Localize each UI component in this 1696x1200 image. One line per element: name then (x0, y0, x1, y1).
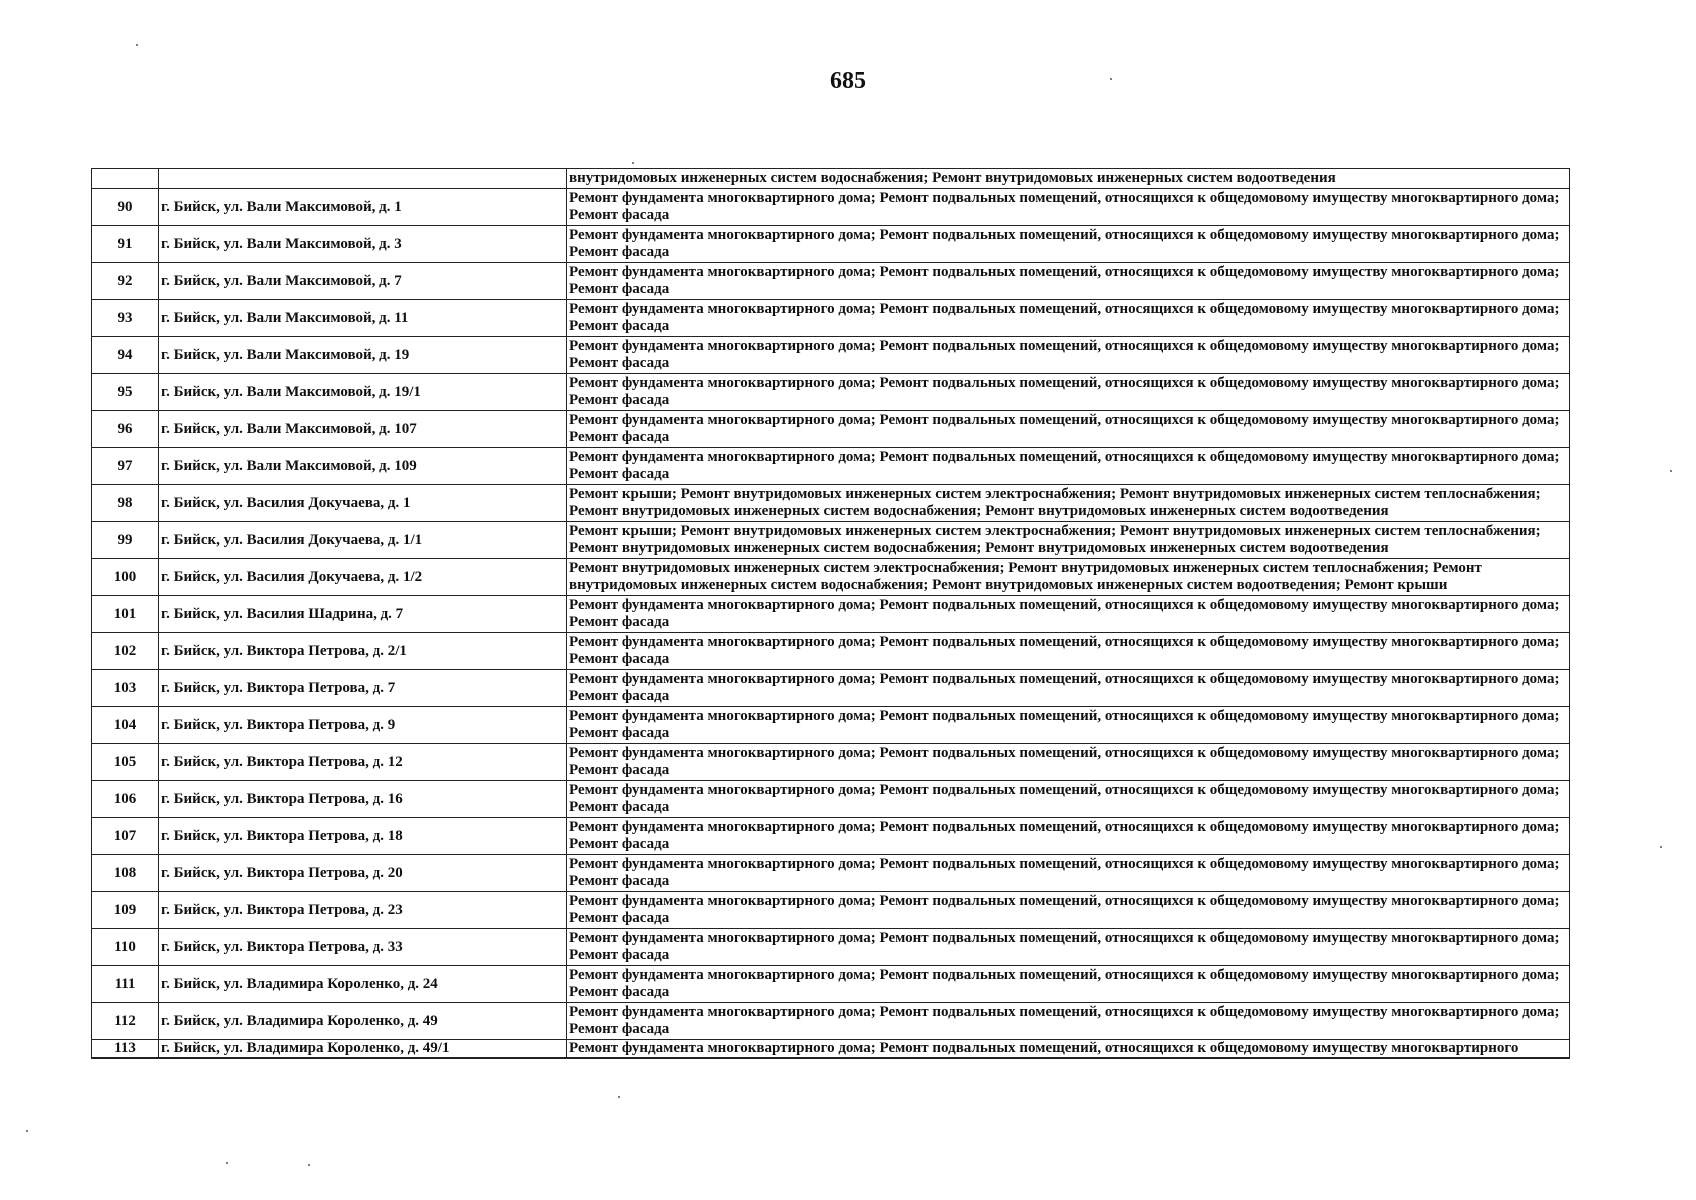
page-number: 685 (830, 68, 866, 94)
row-works: Ремонт фундамента многоквартирного дома; Ремонт подвальных помещений, относящихся к общедомовому имуществу многоквартирного (567, 1040, 1570, 1059)
row-number: 113 (92, 1040, 159, 1059)
row-address: г. Бийск, ул. Владимира Короленко, д. 49 (159, 1003, 567, 1040)
row-works: Ремонт фундамента многоквартирного дома; Ремонт подвальных помещений, относящихся к общедомовому имуществу многоквартирного дома; Ремонт фасада (567, 596, 1570, 633)
row-works: Ремонт фундамента многоквартирного дома; Ремонт подвальных помещений, относящихся к общедомовому имуществу многоквартирного дома; Ремонт фасада (567, 411, 1570, 448)
row-number: 94 (92, 337, 159, 374)
row-works: Ремонт фундамента многоквартирного дома; Ремонт подвальных помещений, относящихся к общедомовому имуществу многоквартирного дома; Ремонт фасада (567, 1003, 1570, 1040)
table-row (92, 707, 1570, 744)
row-address: г. Бийск, ул. Владимира Короленко, д. 49/1 (159, 1040, 567, 1059)
row-number: 102 (92, 633, 159, 670)
table-row (92, 559, 1570, 596)
row-number: 95 (92, 374, 159, 411)
row-works: Ремонт внутридомовых инженерных систем электроснабжения; Ремонт внутридомовых инженерных систем теплоснабжения; Ремонт внутридомовых инженерных систем водоснабжения; Ремонт внутридомовых инженерных систем водоотведения; Ремонт крыши (567, 559, 1570, 596)
table-row (92, 781, 1570, 818)
table-row (92, 226, 1570, 263)
row-works: Ремонт фундамента многоквартирного дома; Ремонт подвальных помещений, относящихся к общедомовому имуществу многоквартирного дома; Ремонт фасада (567, 744, 1570, 781)
scan-speck (1110, 78, 1112, 80)
row-works: Ремонт фундамента многоквартирного дома; Ремонт подвальных помещений, относящихся к общедомовому имуществу многоквартирного дома; Ремонт фасада (567, 855, 1570, 892)
row-works: Ремонт фундамента многоквартирного дома; Ремонт подвальных помещений, относящихся к общедомовому имуществу многоквартирного дома; Ремонт фасада (567, 966, 1570, 1003)
row-works: Ремонт фундамента многоквартирного дома; Ремонт подвальных помещений, относящихся к общедомовому имуществу многоквартирного дома; Ремонт фасада (567, 189, 1570, 226)
row-works: Ремонт фундамента многоквартирного дома; Ремонт подвальных помещений, относящихся к общедомовому имуществу многоквартирного дома; Ремонт фасада (567, 929, 1570, 966)
row-number: 110 (92, 929, 159, 966)
row-address: г. Бийск, ул. Вали Максимовой, д. 7 (159, 263, 567, 300)
row-number: 108 (92, 855, 159, 892)
table-row (92, 1040, 1570, 1059)
row-number: 99 (92, 522, 159, 559)
row-number: 105 (92, 744, 159, 781)
row-address: г. Бийск, ул. Виктора Петрова, д. 9 (159, 707, 567, 744)
row-number: 100 (92, 559, 159, 596)
table-row (92, 818, 1570, 855)
scan-speck (1670, 470, 1672, 472)
table-row (92, 300, 1570, 337)
row-address: г. Бийск, ул. Виктора Петрова, д. 23 (159, 892, 567, 929)
scan-speck (632, 162, 634, 164)
row-number: 106 (92, 781, 159, 818)
table-row (92, 855, 1570, 892)
row-works: Ремонт крыши; Ремонт внутридомовых инженерных систем электроснабжения; Ремонт внутридомовых инженерных систем теплоснабжения; Ремонт внутридомовых инженерных систем водоснабжения; Ремонт внутридомовых инженерных систем водоотведения (567, 485, 1570, 522)
row-address: г. Бийск, ул. Виктора Петрова, д. 18 (159, 818, 567, 855)
table-row (92, 189, 1570, 226)
table-row (92, 485, 1570, 522)
registry-table (91, 168, 1570, 1059)
table-row (92, 337, 1570, 374)
continuation-row (92, 169, 1570, 189)
row-address: г. Бийск, ул. Вали Максимовой, д. 109 (159, 448, 567, 485)
registry-table-body (92, 169, 1570, 1059)
scan-speck (26, 1130, 28, 1132)
scan-speck (226, 1162, 228, 1164)
row-address: г. Бийск, ул. Василия Докучаева, д. 1/1 (159, 522, 567, 559)
row-number: 111 (92, 966, 159, 1003)
row-number: 104 (92, 707, 159, 744)
row-address: г. Бийск, ул. Василия Докучаева, д. 1 (159, 485, 567, 522)
row-address: г. Бийск, ул. Вали Максимовой, д. 19 (159, 337, 567, 374)
scan-speck (136, 44, 138, 46)
row-address: г. Бийск, ул. Виктора Петрова, д. 12 (159, 744, 567, 781)
row-number: 96 (92, 411, 159, 448)
row-works: Ремонт фундамента многоквартирного дома; Ремонт подвальных помещений, относящихся к общедомовому имуществу многоквартирного дома; Ремонт фасада (567, 374, 1570, 411)
row-address: г. Бийск, ул. Вали Максимовой, д. 1 (159, 189, 567, 226)
row-works: Ремонт фундамента многоквартирного дома; Ремонт подвальных помещений, относящихся к общедомовому имуществу многоквартирного дома; Ремонт фасада (567, 892, 1570, 929)
row-number: 98 (92, 485, 159, 522)
row-number: 112 (92, 1003, 159, 1040)
row-number: 93 (92, 300, 159, 337)
row-number (92, 169, 159, 189)
row-works: Ремонт фундамента многоквартирного дома; Ремонт подвальных помещений, относящихся к общедомовому имуществу многоквартирного дома; Ремонт фасада (567, 670, 1570, 707)
table-row (92, 670, 1570, 707)
scan-speck (618, 1096, 620, 1098)
table-row (92, 522, 1570, 559)
row-works: Ремонт фундамента многоквартирного дома; Ремонт подвальных помещений, относящихся к общедомовому имуществу многоквартирного дома; Ремонт фасада (567, 818, 1570, 855)
row-address: г. Бийск, ул. Вали Максимовой, д. 107 (159, 411, 567, 448)
row-address: г. Бийск, ул. Виктора Петрова, д. 33 (159, 929, 567, 966)
row-works: внутридомовых инженерных систем водоснабжения; Ремонт внутридомовых инженерных систем водоотведения (567, 169, 1570, 189)
row-number: 101 (92, 596, 159, 633)
row-address: г. Бийск, ул. Виктора Петрова, д. 16 (159, 781, 567, 818)
row-works: Ремонт крыши; Ремонт внутридомовых инженерных систем электроснабжения; Ремонт внутридомовых инженерных систем теплоснабжения; Ремонт внутридомовых инженерных систем водоснабжения; Ремонт внутридомовых инженерных систем водоотведения (567, 522, 1570, 559)
row-works: Ремонт фундамента многоквартирного дома; Ремонт подвальных помещений, относящихся к общедомовому имуществу многоквартирного дома; Ремонт фасада (567, 707, 1570, 744)
row-address: г. Бийск, ул. Вали Максимовой, д. 19/1 (159, 374, 567, 411)
row-works: Ремонт фундамента многоквартирного дома; Ремонт подвальных помещений, относящихся к общедомовому имуществу многоквартирного дома; Ремонт фасада (567, 300, 1570, 337)
row-address: г. Бийск, ул. Василия Докучаева, д. 1/2 (159, 559, 567, 596)
row-address: г. Бийск, ул. Виктора Петрова, д. 2/1 (159, 633, 567, 670)
row-number: 107 (92, 818, 159, 855)
row-address: г. Бийск, ул. Вали Максимовой, д. 11 (159, 300, 567, 337)
table-row (92, 633, 1570, 670)
table-row (92, 448, 1570, 485)
row-works: Ремонт фундамента многоквартирного дома; Ремонт подвальных помещений, относящихся к общедомовому имуществу многоквартирного дома; Ремонт фасада (567, 448, 1570, 485)
row-address: г. Бийск, ул. Владимира Короленко, д. 24 (159, 966, 567, 1003)
scan-speck (1660, 846, 1662, 848)
table-row (92, 966, 1570, 1003)
table-row (92, 929, 1570, 966)
row-number: 109 (92, 892, 159, 929)
row-works: Ремонт фундамента многоквартирного дома; Ремонт подвальных помещений, относящихся к общедомовому имуществу многоквартирного дома; Ремонт фасада (567, 633, 1570, 670)
row-works: Ремонт фундамента многоквартирного дома; Ремонт подвальных помещений, относящихся к общедомовому имуществу многоквартирного дома; Ремонт фасада (567, 337, 1570, 374)
table-row (92, 596, 1570, 633)
table-row (92, 1003, 1570, 1040)
row-works: Ремонт фундамента многоквартирного дома; Ремонт подвальных помещений, относящихся к общедомовому имуществу многоквартирного дома; Ремонт фасада (567, 226, 1570, 263)
row-number: 97 (92, 448, 159, 485)
row-address: г. Бийск, ул. Виктора Петрова, д. 7 (159, 670, 567, 707)
table-row (92, 892, 1570, 929)
row-number: 91 (92, 226, 159, 263)
row-address: г. Бийск, ул. Вали Максимовой, д. 3 (159, 226, 567, 263)
table-row (92, 744, 1570, 781)
row-number: 103 (92, 670, 159, 707)
row-address: г. Бийск, ул. Василия Шадрина, д. 7 (159, 596, 567, 633)
row-address (159, 169, 567, 189)
row-number: 90 (92, 189, 159, 226)
row-address: г. Бийск, ул. Виктора Петрова, д. 20 (159, 855, 567, 892)
table-row (92, 374, 1570, 411)
row-works: Ремонт фундамента многоквартирного дома; Ремонт подвальных помещений, относящихся к общедомовому имуществу многоквартирного дома; Ремонт фасада (567, 263, 1570, 300)
table-row (92, 263, 1570, 300)
scan-speck (308, 1164, 310, 1166)
row-number: 92 (92, 263, 159, 300)
row-works: Ремонт фундамента многоквартирного дома; Ремонт подвальных помещений, относящихся к общедомовому имуществу многоквартирного дома; Ремонт фасада (567, 781, 1570, 818)
table-row (92, 411, 1570, 448)
